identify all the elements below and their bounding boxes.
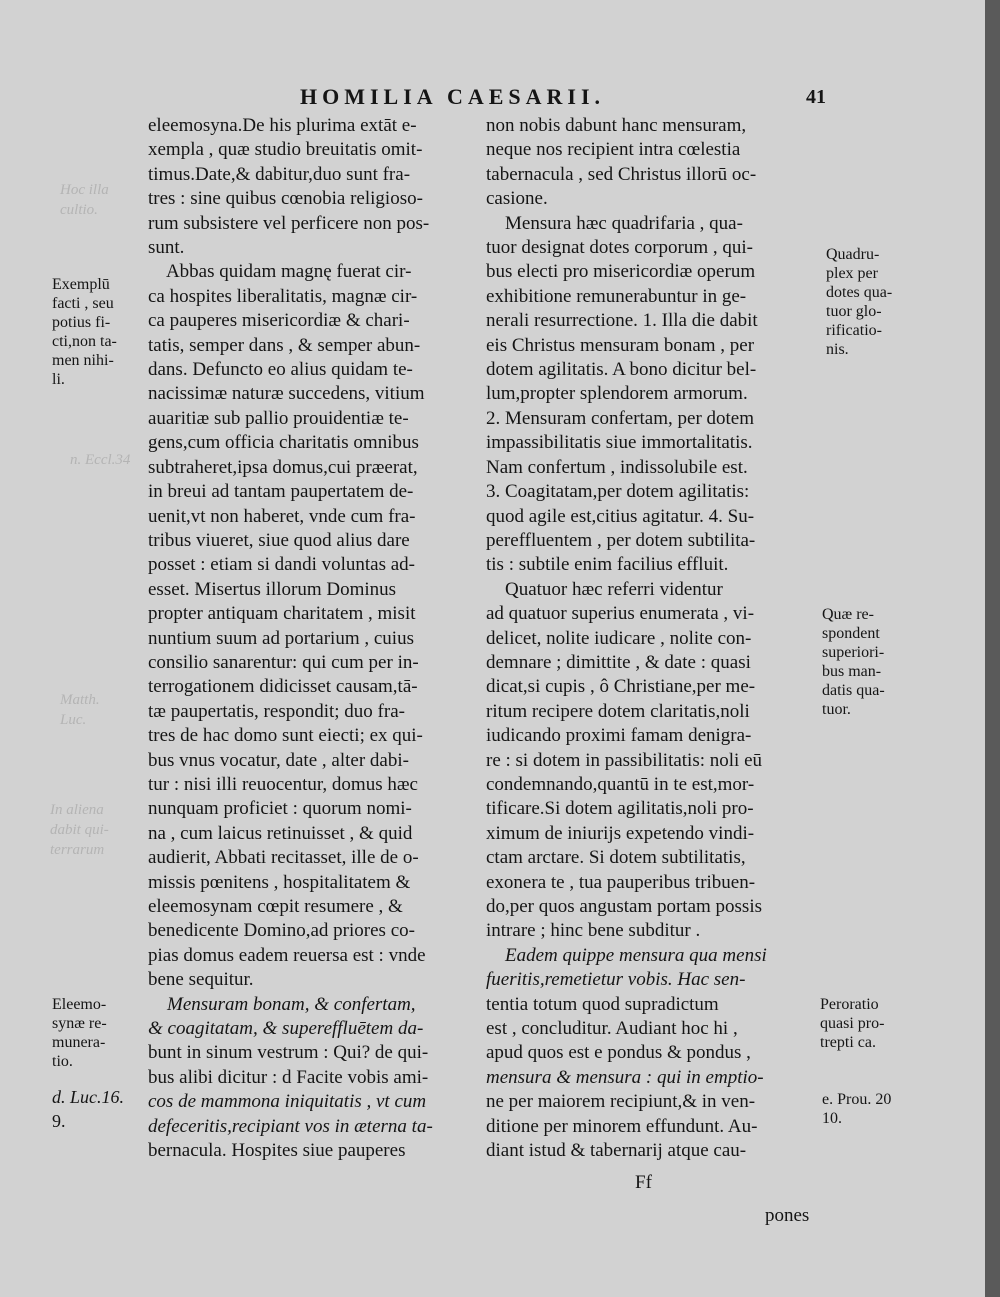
show-through-text: In aliena dabit qui- terrarum [50, 802, 109, 858]
margin-note-example: Exemplū facti , seu potius fi- cti,non ta- men nihi- li. [52, 276, 117, 388]
margin-note-respondent: Quæ re- spondent superiori- bus man- datis qua- tuor. [822, 606, 885, 718]
margin-note-peroratio: Peroratio quasi pro- trepti ca. [820, 996, 885, 1051]
text-column-left: eleemosyna.De his plurima extāt e- xempla , quæ studio breuitatis omit- timus.Date,& dabitur,duo sunt fra- tres : sine quibus cœnobia religioso- rum subsistere vel perficere non pos- sunt. Abbas quidam magnę fuerat cir- ca hospites liberalitatis, magnæ cir- ca pauperes misericordiæ & chari- tatis, semper dans , & semper abun- dans. Defuncto eo alius quidam te- nacissimæ naturæ succedens, vitium auaritiæ sub pallio prouidentiæ te- gens,cum officia charitatis omnibus subtraheret,ipsa domus,cui præerat, in breui ad tantam paupertatem de- uenit,vt non haberet, vnde cum fra- tribus viueret, siue quod alius dare posset : etiam si dandi voluntas ad- esset. Misertus illorum Dominus propter antiquam charitatem , misit nuntium suum ad portarium , cuius consilio sanarentur: qui cum per in- terrogationem didicisset causam,tā- tæ paupertatis, respondit; duo fra- tres de hac domo sunt eiecti; ex qui- bus vnus vocatur, date , alter dabi- tur : nisi illi reuocentur, domus hæc nunquam proficiet : quorum nomi- na , cum laicus retinuisset , & quid audierit, Abbati recitasset, ille de o- missis pœnitens , hospitalitatem & eleemosynam cœpit resumere , & benedicente Domino,ad priores co- pias domus eadem reuersa est : vnde bene sequitur. Mensuram bonam, & confertam, & coagitatam, & supereffluētem da- bunt in sinum vestrum : Qui? de qui- bus alibi dicitur : d Facite vobis ami- cos de mammona iniquitatis , vt cum defeceritis,recipiant vos in æterna ta- bernacula. Hospites siue pauperes [148, 115, 433, 1162]
running-header: HOMILIA CAESARII. [300, 84, 606, 109]
margin-note-alms: Eleemo- synæ re- munera- tio. [52, 996, 107, 1070]
catchword: pones [765, 1205, 810, 1226]
page-number: 41 [806, 86, 826, 108]
margin-note-quadruplex: Quadru- plex per dotes qua- tuor glo- rificatio- nis. [826, 246, 893, 358]
scan-edge [985, 0, 1000, 1297]
show-through-text: Matth. Luc. [60, 692, 100, 728]
text-column-right: non nobis dabunt hanc mensuram, neque nos recipient intra cœlestia tabernacula , sed Christus illorū oc- casione. Mensura hæc quadrifaria , qua- tuor designat dotes corporum , qui- bus electi pro misericordiæ operum exhibitione remunerabuntur in ge- nerali resurrectione. 1. Illa die dabit eis Christus mensuram bonam , per dotem agilitatis. A bono dicitur bel- lum,propter splendorem armorum. 2. Mensuram confertam, per dotem impassibilitatis siue immortalitatis. Nam confertum , indissolubile est. 3. Coagitatam,per dotem agilitatis: quod agile est,citius agitatur. 4. Su- pereffluentem , per dotem subtilita- tis : subtile enim facilius effluit. Quatuor hæc referri videntur ad quatuor superius enumerata , vi- delicet, nolite iudicare , nolite con- demnare ; dimittite , & date : quasi dicat,si cupis , ô Christiane,per me- ritum recipere dotem claritatis,noli iudicando proximi famam denigra- re : si dotem in passibilitatis: noli eū condemnando,quantū in te est,mor- tificare.Si dotem agilitatis,noli pro- ximum de iniurijs expetendo vindi- ctam arctare. Si dotem subtilitatis, exonera te , tua pauperibus tribuen- do,per quos angustam portam possis intrare ; hinc bene subditur . Eadem quippe mensura qua mensi fueritis,remetietur vobis. Hac sen- tentia totum quod supradictum est , concluditur. Audiant hoc hi , apud quos est e pondus & pondus , mensura & mensura : qui in emptio- ne per maiorem recipiunt,& in ven- ditione per minorem effundunt. Au- diant istud & tabernarij atque cau- [486, 115, 767, 1162]
signature-mark: Ff [635, 1172, 652, 1193]
margin-reference-proverbs: e. Prou. 20 10. [822, 1091, 892, 1127]
show-through-text: n. Eccl.34 [70, 452, 131, 468]
show-through-text: Hoc illa cultio. [60, 182, 109, 218]
margin-reference-luke: d. Luc.16. 9. [52, 1087, 124, 1131]
